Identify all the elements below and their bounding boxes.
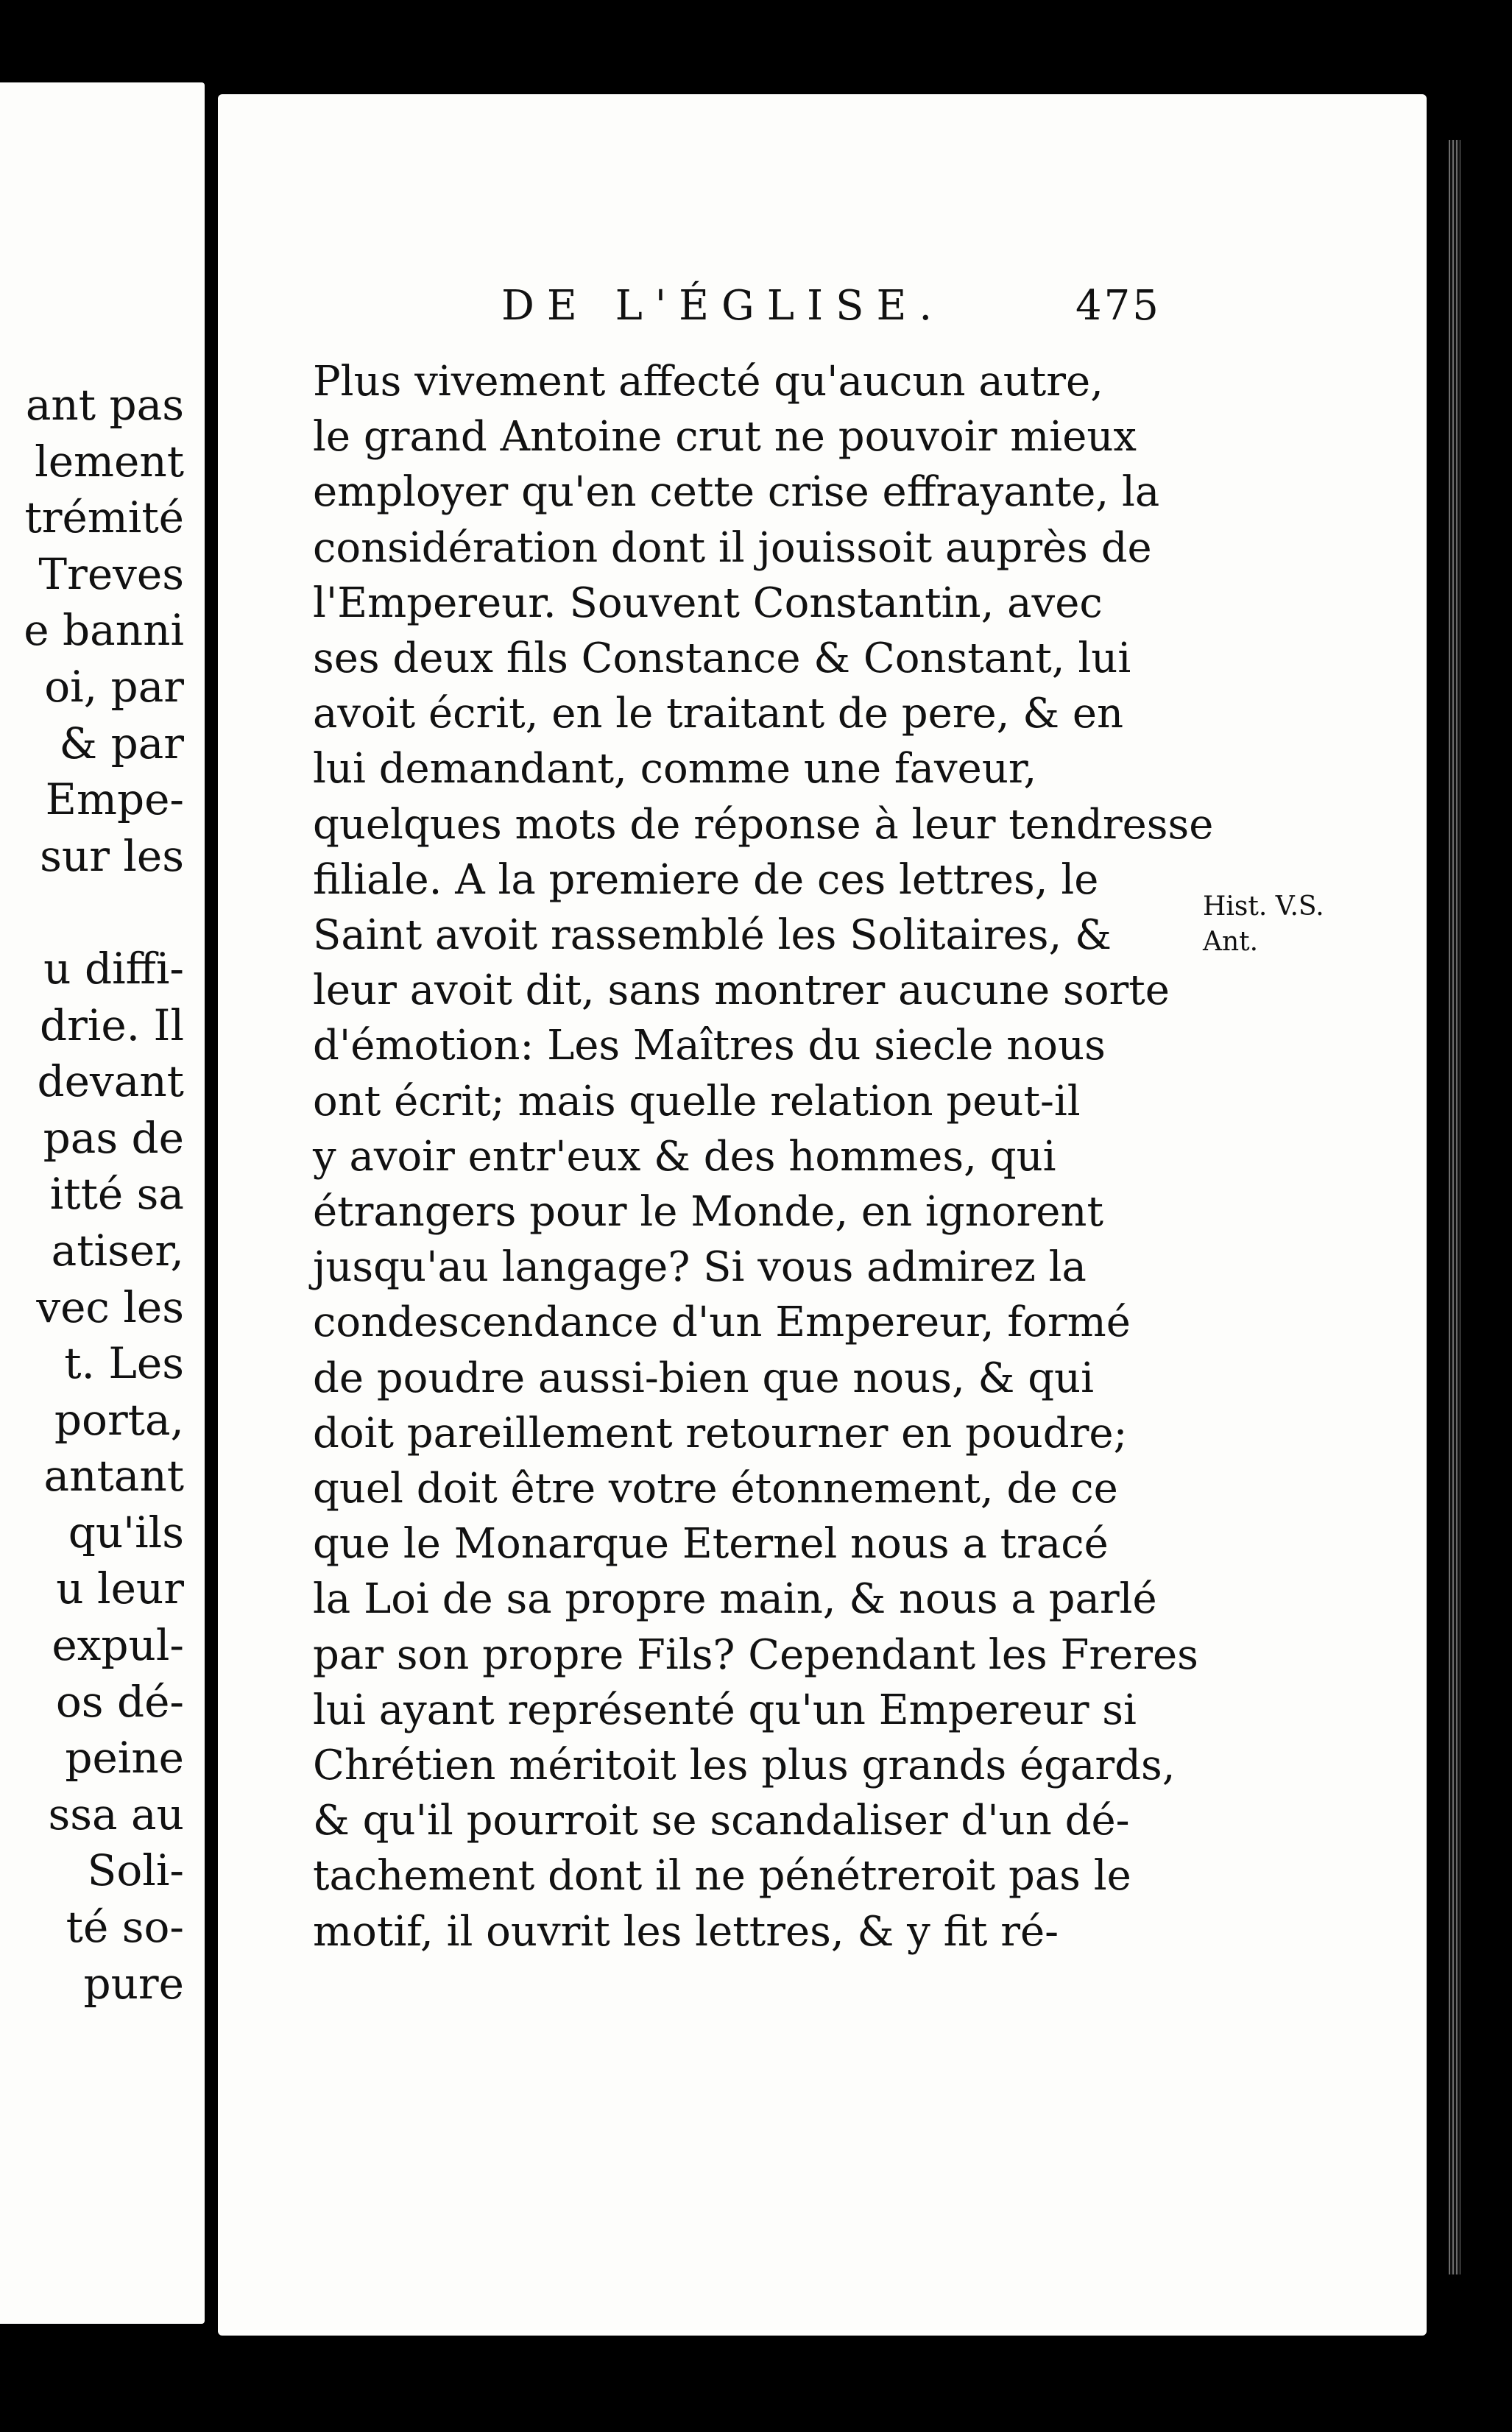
text-line: y avoir entr'eux & des hommes, qui	[313, 1132, 1056, 1181]
left-line	[24, 884, 184, 941]
text-line: étrangers pour le Monde, en ignorent	[313, 1188, 1103, 1237]
text-line: par son propre Fils? Cependant les Freres	[313, 1630, 1198, 1679]
left-line: trémité	[24, 492, 184, 543]
page-edge	[1449, 140, 1460, 2274]
left-line: e banni	[24, 605, 184, 656]
text-line: quelques mots de réponse à leur tendresse	[313, 800, 1214, 849]
text-line: & qu'il pourroit se scandaliser d'un dé-	[313, 1797, 1130, 1845]
text-line: condescendance d'un Empereur, formé	[313, 1298, 1131, 1347]
left-line: drie. Il	[39, 1000, 184, 1050]
left-line: itté sa	[49, 1169, 184, 1220]
left-line: Soli-	[87, 1845, 184, 1896]
left-line: devant	[37, 1056, 184, 1107]
left-line: ssa au	[48, 1789, 184, 1839]
marginal-note-line: Ant.	[1203, 927, 1259, 957]
left-line: t. Les	[64, 1338, 184, 1389]
left-line: peine	[65, 1733, 184, 1784]
text-line: le grand Antoine crut ne pouvoir mieux	[313, 413, 1137, 462]
text-line: employer qu'en cette crise effrayante, la	[313, 468, 1160, 517]
left-line: Empe-	[45, 774, 184, 825]
left-line: sur les	[40, 830, 184, 881]
text-line: jusqu'au langage? Si vous admirez la	[313, 1243, 1087, 1292]
text-line: tachement dont il ne pénétreroit pas le	[313, 1852, 1131, 1901]
text-line: l'Empereur. Souvent Constantin, avec	[313, 579, 1103, 627]
left-line: & par	[59, 718, 184, 768]
left-line: lement	[35, 436, 184, 487]
left-line: oi, par	[44, 661, 184, 712]
text-line: lui demandant, comme une faveur,	[313, 745, 1037, 793]
text-line: lui ayant représenté qu'un Empereur si	[313, 1686, 1137, 1734]
text-line: leur avoit dit, sans montrer aucune sorte	[313, 966, 1170, 1015]
text-line: Chrétien méritoit les plus grands égards,	[313, 1742, 1176, 1790]
text-line: que le Monarque Eternel nous a tracé	[313, 1520, 1109, 1569]
right-page	[218, 94, 1427, 2336]
text-line: de poudre aussi-bien que nous, & qui	[313, 1354, 1095, 1402]
left-line: porta,	[54, 1394, 184, 1445]
text-line: quel doit être votre étonnement, de ce	[313, 1465, 1118, 1513]
text-line: doit pareillement retourner en poudre;	[313, 1409, 1128, 1457]
left-line: os dé-	[55, 1676, 184, 1727]
left-line: expul-	[52, 1620, 184, 1671]
text-line: filiale. A la premiere de ces lettres, le	[313, 855, 1099, 904]
left-line: pure	[83, 1958, 184, 2009]
left-line: u leur	[56, 1563, 184, 1614]
text-line: avoit écrit, en le traitant de pere, & en	[313, 690, 1124, 738]
left-page	[0, 82, 205, 2324]
left-line: pas de	[43, 1112, 184, 1163]
left-line: ant pas	[25, 380, 184, 430]
text-line: la Loi de sa propre main, & nous a parlé	[313, 1575, 1157, 1624]
left-line: Treves	[38, 548, 184, 599]
text-line: ses deux fils Constance & Constant, lui	[313, 634, 1131, 683]
page-number: 475	[1075, 282, 1161, 330]
left-line: té so-	[66, 1902, 184, 1953]
left-line: antant	[43, 1451, 184, 1502]
text-line: Saint avoit rassemblé les Solitaires, &	[313, 911, 1112, 960]
left-line: qu'ils	[68, 1507, 184, 1558]
text-line: d'émotion: Les Maîtres du siecle nous	[313, 1022, 1106, 1070]
left-line: atiser,	[51, 1225, 184, 1276]
text-line: Plus vivement affecté qu'aucun autre,	[313, 358, 1103, 406]
body-text	[313, 354, 1214, 1959]
text-line: considération dont il jouissoit auprès de	[313, 523, 1152, 572]
marginal-note-line: Hist. V.S.	[1203, 891, 1324, 922]
text-line: motif, il ouvrit les lettres, & y fit ré-	[313, 1907, 1059, 1956]
running-title: DE L'ÉGLISE.	[501, 282, 945, 330]
text-line: ont écrit; mais quelle relation peut-il	[313, 1077, 1081, 1125]
left-line: vec les	[36, 1282, 184, 1332]
left-line: u diffi-	[43, 943, 184, 994]
marginal-note	[1203, 889, 1324, 960]
left-page-text	[24, 377, 184, 2012]
